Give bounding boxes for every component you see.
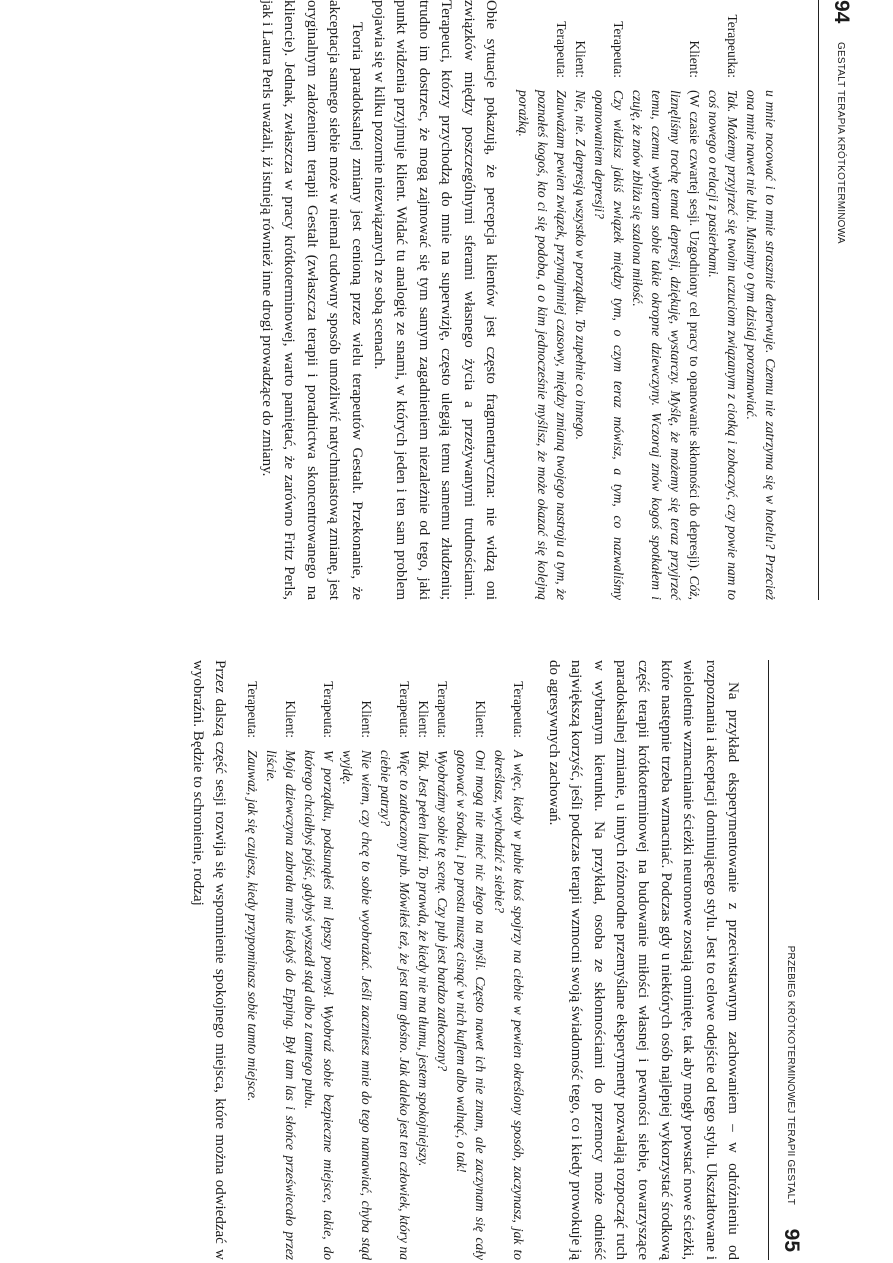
utterance: Czy widzisz jakiś związek między tym, o czym teraz mówisz, a tym, co nazwaliśmy opanowaniem depresji? xyxy=(592,90,626,600)
body-paragraph: Obie sytuacje pokazują, że percepcja klientów jest często fragmentaryczna: nie widzą oni związków między poszczególnymi sferami własnego życia a przeżywanymi trudnościami. Terapeuci, którzy przychodzą do mnie na superwizję, często ulegają temu samemu złudzeniu; trudno im dostrzec, że mogą zajmować się tym samym zagadnieniem niezależnie od tego, jaki punkt widzenia przyjmuje klient. Widać tu analogię ze snami, w których jeden i ten sam problem pojawia się w kilku pozornie niezwiązanych ze sobą scenach. xyxy=(370,0,499,600)
page-number: 95 xyxy=(780,1228,803,1252)
speaker-label: Terapeuta: xyxy=(511,681,527,738)
body-paragraph: Teoria paradoksalnej zmiany jest cenioną przez wielu terapeutów Gestalt. Przekonanie, że akceptacja samego siebie może w niemal cudowny sposób umożliwić natychmiastową zmianę, jest oryginalnym założeniem terapii Gestalt (zwłaszcza terapii i poradnictwa skoncentrowanego na kliencie). Jednak, zwłaszcza w pracy krótkoterminowej, warto pamiętać, że zarówno Fritz Perls, jak i Laura Perls uważali, iż istnieją również inne drogi prowadzące do zmiany. xyxy=(258,0,365,600)
page-number: 94 xyxy=(830,0,853,24)
utterance: u mnie nocować i to mnie strasznie denerwuje. Czemu nie zatrzyma się w hotelu? Przecież ona mnie nawet nie lubi. Musimy o tym dzisiaj porozmawiać. xyxy=(744,90,778,600)
speaker-label: Terapeuta: xyxy=(611,21,626,78)
speaker-label: Terapeuta: xyxy=(435,681,451,738)
utterance: Więc to zatłoczony pub. Mówiłeś też, że jest tam głośno. Jak daleko jest ten człowiek, który na ciebie patrzy? xyxy=(378,750,413,1260)
dialogue-line xyxy=(300,660,338,1260)
utterance: Tak. Możemy przyjrzeć się twoim uczuciom związanym z ciotką i zobaczyć, czy powie nam to coś nowego o relacji z pasierbami. xyxy=(706,90,740,600)
dialogue-line xyxy=(590,0,628,600)
dialogue-line xyxy=(433,660,452,1260)
dialogue-block xyxy=(243,660,528,1260)
running-head: PRZEBIEG KRÓTKOTERMINOWEJ TERAPII GESTALT xyxy=(785,945,796,1205)
page-header xyxy=(818,0,853,600)
speaker-label: Terapeuta: xyxy=(245,681,261,738)
dialogue-line xyxy=(628,0,704,600)
utterance: W porządku, podsunąłeś mi lepszy pomysł. Wyobraź sobie bezpieczne miejsce, takie, do którego chciałbyś pójść, gdybyś wyszedł stąd albo z tamtego pubu. xyxy=(302,750,337,1260)
utterance: Tak. Jest pełen ludzi. To prawda, że kiedy nie ma tłumu, jestem spokojniejszy. xyxy=(416,750,432,1167)
dialogue-line xyxy=(571,0,590,600)
stage-note: (W czasie czwartej sesji. Uzgodniony cel pracy to opanowanie skłonności do depresji). xyxy=(687,90,702,572)
dialogue-line xyxy=(452,660,490,1260)
utterance: Nie wiem, czy chcę to sobie wyobrażać. Jeśli zaczniesz mnie do tego namawiać, chyba stąd wyjdę. xyxy=(340,750,375,1260)
speaker-label: Klient: xyxy=(573,40,588,78)
speaker-label: Klient: xyxy=(283,700,299,738)
utterance xyxy=(628,90,704,600)
utterance: Zauważam pewien związek, przynajmniej czasowy, między zmianą twojego nastroju a tym, że poznałeś kogoś, kto ci się podoba, a o kim jednocześnie myślisz, że może okazać się kolejną porażką. xyxy=(516,90,569,600)
speaker-label: Klient: xyxy=(473,700,489,738)
speaker-label: Klient: xyxy=(359,700,375,738)
speaker-label: Klient: xyxy=(687,40,702,78)
dialogue-line xyxy=(376,660,414,1260)
utterance: Zauważ, jak się czujesz, kiedy przypominasz sobie tamto miejsce. xyxy=(245,750,261,1102)
speaker-label: Terapeutka: xyxy=(725,14,740,78)
utterance: Nie, nie. Z depresją wszystko w porządku. To zupełnie co innego. xyxy=(573,90,588,440)
utterance: Oni mogą nie mieć nic złego na myśli. Często nawet ich nie znam, ale zaczynam się cały gotować w środku, i po prostu muszę cisnąć w nich kuflem albo walnąć, o tak! xyxy=(454,750,489,1260)
dialogue-line xyxy=(704,0,742,600)
utterance: Wyobraźmy sobie tę scenę. Czy pub jest bardzo zatłoczony? xyxy=(435,750,451,1072)
page-body xyxy=(256,0,818,600)
dialogue-line xyxy=(338,660,376,1260)
page-header xyxy=(768,660,803,1260)
dialogue-line xyxy=(414,660,433,1260)
speaker-label: Terapeuta: xyxy=(554,21,569,78)
body-paragraph: Przez dalszą część sesji rozwija się wspomnienie spokojnego miejsca, które można odwiedzać w wyobraźni. Będzie to schronienie, rodzaj xyxy=(189,660,229,1260)
dialogue-line xyxy=(514,0,571,600)
page-94 xyxy=(18,0,853,600)
dialogue-line xyxy=(243,660,262,1260)
speaker-label: Terapeuta: xyxy=(321,681,337,738)
utterance: A więc, kiedy w pubie ktoś spojrzy na ciebie w pewien określony sposób, zaczynasz, jak to określasz, wychodzić z siebie? xyxy=(492,750,527,1260)
speaker-label: Terapeuta: xyxy=(397,681,413,738)
running-head: GESTALT TERAPIA KRÓTKOTERMINOWA xyxy=(835,42,846,244)
page-95 xyxy=(40,660,803,1260)
dialogue-block xyxy=(514,0,780,600)
page-body xyxy=(187,660,768,1260)
body-paragraph: Na przykład eksperymentowanie z przeciwstawnym zachowaniem – w odróżnieniu od rozpoznania i akceptacji dominującego stylu. Jest to celowe odejście od tego stylu. Ukształtowane i wieloletnie wzmacnianie ścieżki neuronowe zostają ominięte, tak aby mogły powstać nowe ścieżki, które następnie trzeba wzmacniać. Podczas gdy u niektórych osób najlepiej wykorzystać środkową część terapii krótkoterminowej na budowanie miłości własnej i pewności siebie, towarzyszące paradoksalnej zmianie, u innych różnorodne przemyślane eksperymenty pozwalają rozpocząć ruch w wybranym kierunku. Na przykład, osoba ze skłonnościami do przemocy może odnieść największą korzyść, jeśli podczas terapii wzmocni swoją świadomość tego, co i kiedy prowokuje ją do agresywnych zachowań. xyxy=(545,660,741,1260)
speaker-label xyxy=(742,0,780,80)
dialogue-line xyxy=(742,0,780,600)
speaker-label: Klient: xyxy=(416,700,432,738)
utterance: Moja dziewczyna zabrała mnie kiedyś do Epping. Był tam las i słońce przeświecało przez liście. xyxy=(264,750,299,1260)
utterance-text: Cóż, liznęliśmy trochę temat depresji, dziękuję, wystarczy. Myślę, że możemy się teraz przyjrzeć temu, czemu wybieram sobie takie okropne dziewczyny. Wczoraj znów kogoś spotkałem i czuję, że znów zbliża się szalona miłość. xyxy=(630,90,702,600)
dialogue-line xyxy=(490,660,528,1260)
dialogue-line xyxy=(262,660,300,1260)
